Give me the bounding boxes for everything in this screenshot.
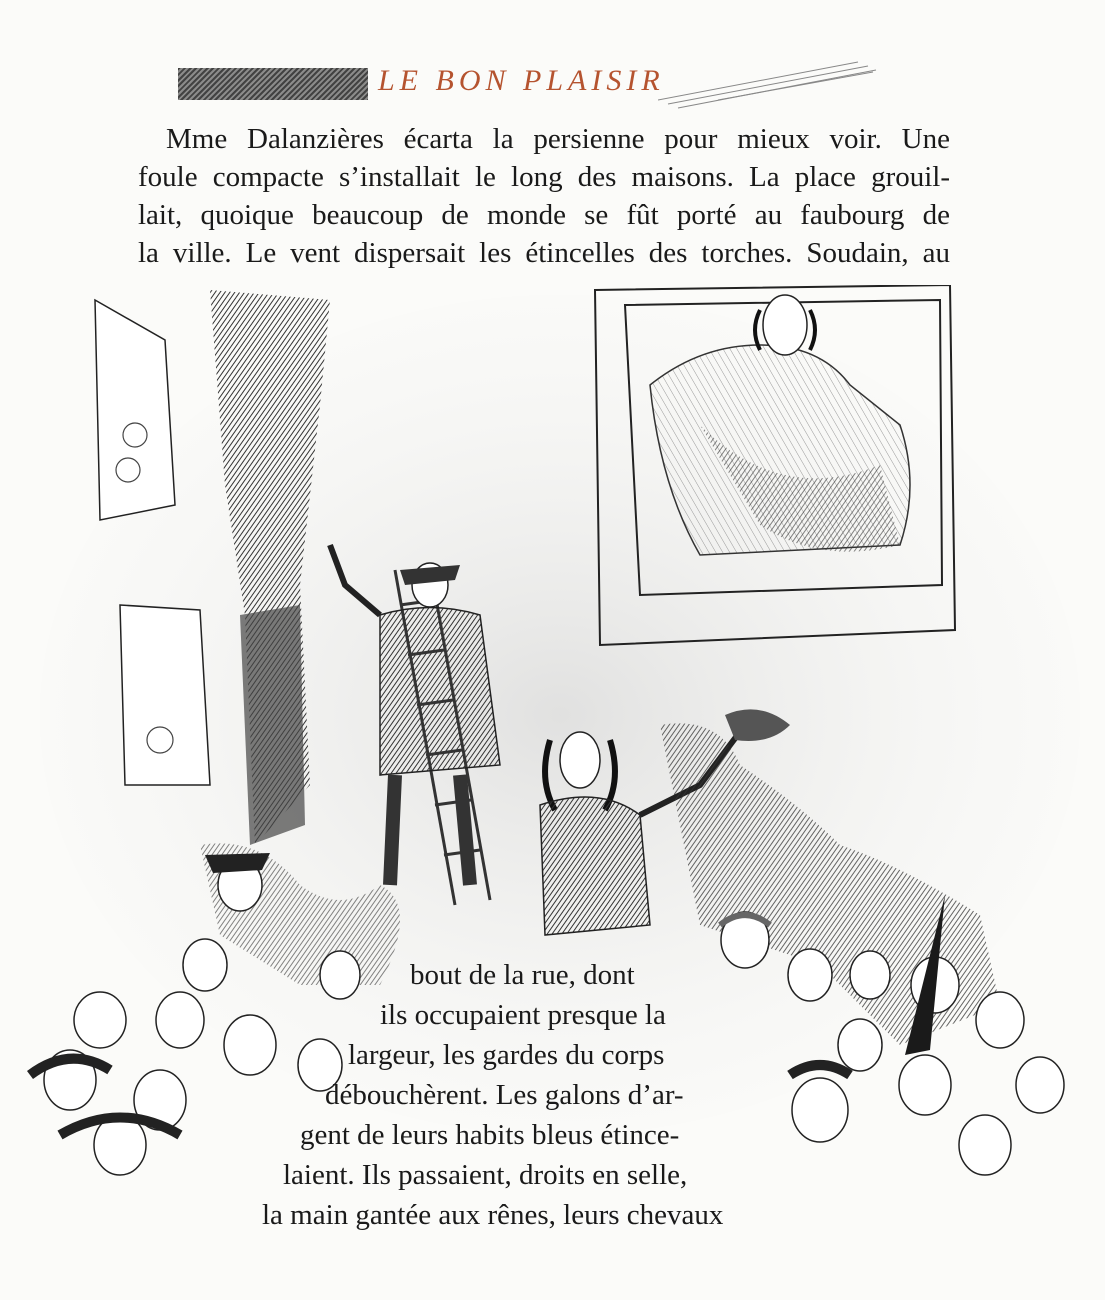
engraved-strokes-icon bbox=[658, 60, 878, 110]
text-line-1: Mme Dalanzières écarta la persienne pour mieux voir. Une bbox=[166, 123, 950, 155]
top-paragraph bbox=[138, 120, 950, 272]
text-line-4: la ville. Le vent dispersait les étincelles des torches. Soudain, au bbox=[138, 237, 950, 269]
text-line-10: laient. Ils passaient, droits en selle, bbox=[283, 1159, 688, 1191]
text-line-7: largeur, les gardes du corps bbox=[348, 1039, 665, 1071]
text-line-8: débouchèrent. Les galons d’ar- bbox=[325, 1079, 684, 1111]
text-line-5: bout de la rue, dont bbox=[410, 959, 635, 991]
text-line-3: lait, quoique beaucoup de monde se fût porté au faubourg de bbox=[138, 199, 950, 231]
running-title: LE BON PLAISIR bbox=[378, 64, 665, 97]
text-line-6: ils occupaient presque la bbox=[380, 999, 666, 1031]
text-line-2: foule compacte s’installait le long des maisons. La place grouil- bbox=[138, 161, 950, 193]
text-line-11: la main gantée aux rênes, leurs chevaux bbox=[262, 1199, 724, 1231]
text-line-9: gent de leurs habits bleus étince- bbox=[300, 1119, 680, 1151]
header-hatched-ornament bbox=[178, 68, 368, 100]
running-header bbox=[178, 60, 878, 110]
